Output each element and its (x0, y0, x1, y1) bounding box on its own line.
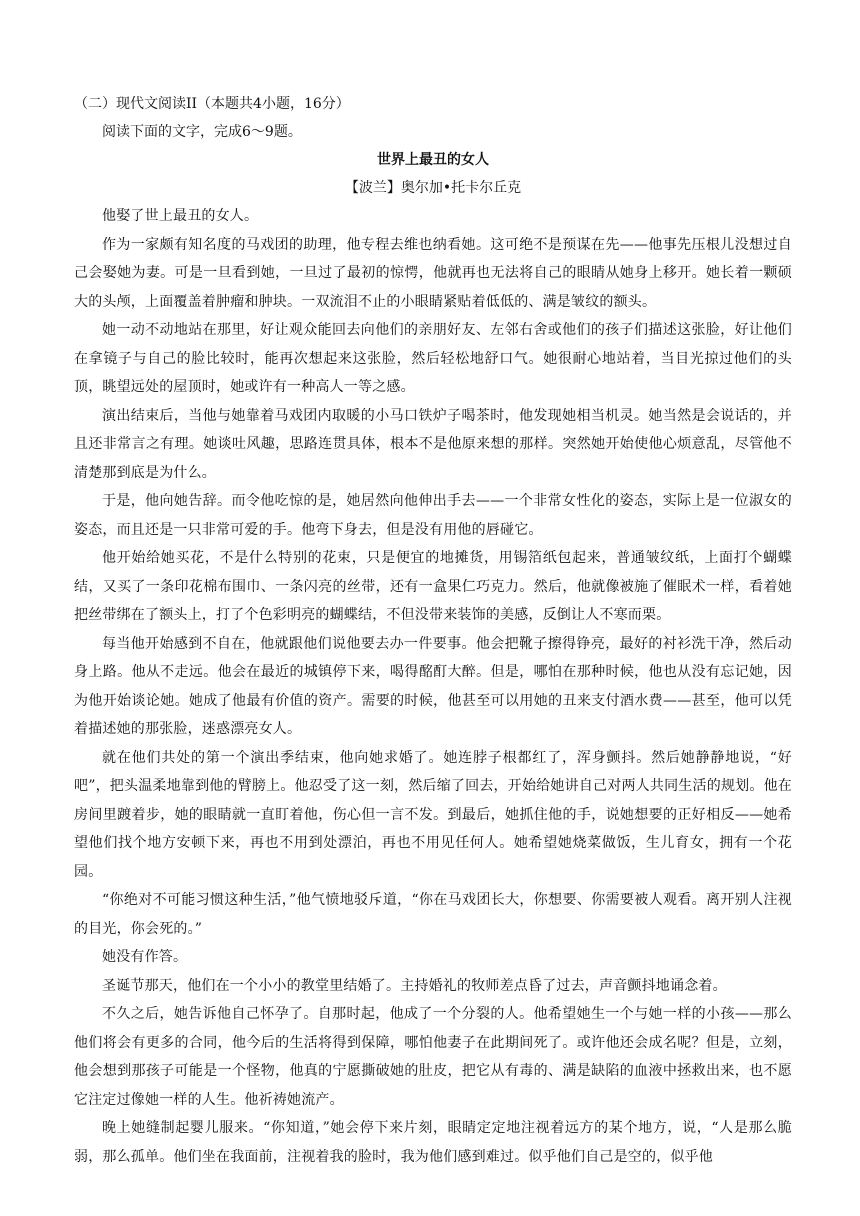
paragraph: 他开始给她买花，不是什么特别的花束，只是便宜的地摊货，用锡箔纸包起来，普通皱纹纸，上面打个蝴蝶结，又买了一条印花棉布围巾、一条闪亮的丝带，还有一盒果仁巧克力。然后，他就像被施了催眠术一样，看着她把丝带绑在了额头上，打了个色彩明亮的蝴蝶结，不但没带来装饰的美感，反倒让人不寒而栗。 (74, 550, 792, 623)
reading-instruction: 阅读下面的文字，完成6～9题。 (102, 124, 302, 140)
paragraph: 于是，他向她告辞。而令他吃惊的是，她居然向他伸出手去——一个非常女性化的姿态，实际上是一位淑女的姿态，而且还是一只非常可爱的手。他弯下身去，但是没有用他的唇碰它。 (74, 493, 792, 538)
paragraph: 他娶了世上最丑的女人。 (102, 208, 259, 224)
paragraph: 演出结束后，当他与她靠着马戏团内取暖的小马口铁炉子喝茶时，他发现她相当机灵。她当然是会说话的，并且还非常言之有理。她谈吐风趣，思路连贯具体，根本不是他原来想的那样。突然她开始使他心烦意乱，尽管他不清楚那到底是为什么。 (74, 407, 792, 481)
section-header: （二）现代文阅读II（本题共4小题，16分） (74, 96, 350, 112)
paragraph: 作为一家颇有知名度的马戏团的助理，他专程去维也纳看她。这可绝不是预谋在先——他事先压根儿没想过自己会娶她为妻。可是一旦看到她，一旦过了最初的惊愕，他就再也无法将自己的眼睛从她身上移开。她长着一颗硕大的头颅，上面覆盖着肿瘤和肿块。一双流泪不止的小眼睛紧贴着低低的、满是皱纹的额头。 (74, 236, 792, 310)
article-author: 【波兰】奥尔加•托卡尔丘克 (344, 180, 522, 196)
paragraph: 她一动不动地站在那里，好让观众能回去向他们的亲朋好友、左邻右舍或他们的孩子们描述这张脸，好让他们在拿镜子与自己的脸比较时，能再次想起来这张脸，然后轻松地舒口气。她很耐心地站着，当目光掠过他们的头顶，眺望远处的屋顶时，她或许有一种高人一等之感。 (74, 322, 792, 395)
paragraph: 晚上她缝制起婴儿服来。“你知道，”她会停下来片刻，眼睛定定地注视着远方的某个地方，说，“人是那么脆弱，那么孤单。他们坐在我面前，注视着我的脸时，我为他们感到难过。似乎他们自己是空的，似乎他 (74, 1120, 792, 1165)
article-title: 世界上最丑的女人 (377, 152, 489, 168)
paragraph: 她没有作答。 (102, 949, 188, 965)
paragraph: 圣诞节那天，他们在一个小小的教堂里结婚了。主持婚礼的牧师差点昏了过去，声音颤抖地诵念着。 (102, 977, 727, 994)
article-body (74, 202, 792, 1171)
paragraph: 就在他们共处的第一个演出季结束，他向她求婚了。她连脖子根都红了，浑身颤抖。然后她静静地说，“好吧”，把头温柔地靠到他的臂膀上。他忍受了这一刻，然后缩了回去，开始给她讲自己对两人共同生活的规划。他在房间里踱着步，她的眼睛就一直盯着他，伤心但一言不发。到最后，她抓住他的手，说她想要的正好相反——她希望他们找个地方安顿下来，再也不用到处漂泊，再也不用见任何人。她希望她烧菜做饭，生儿育女，拥有一个花园。 (74, 749, 792, 880)
paragraph: 每当他开始感到不自在，他就跟他们说他要去办一件要事。他会把靴子擦得铮亮，最好的衬衫洗干净，然后动身上路。他从不走远。他会在最近的城镇停下来，喝得酩酊大醉。但是，哪怕在那种时候，他也从没有忘记她，因为他开始谈论她。她成了他最有价值的资产。需要的时候，他甚至可以用她的丑来支付酒水费——甚至，他可以凭着描述她的那张脸，迷惑漂亮女人。 (74, 635, 792, 737)
paragraph: “你绝对不可能习惯这种生活，”他气愤地驳斥道，“你在马戏团长大，你想要、你需要被人观看。离开别人注视的目光，你会死的。” (74, 892, 792, 937)
paragraph: 不久之后，她告诉他自己怀孕了。自那时起，他成了一个分裂的人。他希望她生一个与她一样的小孩——那么他们将会有更多的合同，他今后的生活将得到保障，哪怕他妻子在此期间死了。或许他还会成名呢？但是，立刻，他会想到那孩子可能是一个怪物，他真的宁愿撕破她的肚皮，把它从有毒的、满是缺陷的血液中拯救出来，也不愿它注定过像她一样的人生。他祈祷她流产。 (74, 1006, 792, 1108)
